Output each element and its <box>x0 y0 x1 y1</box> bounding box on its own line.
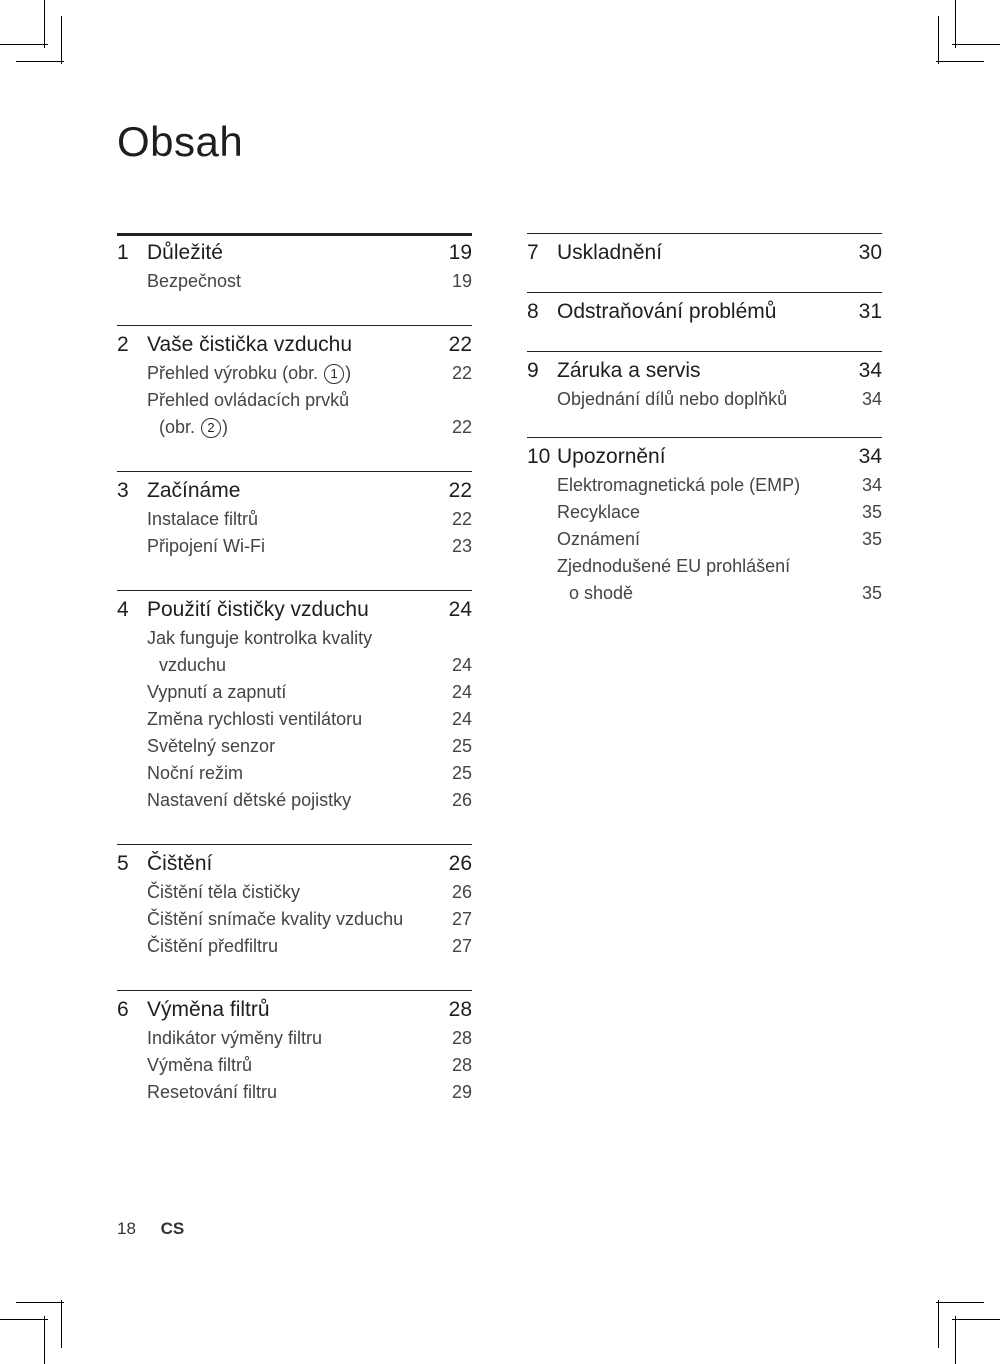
entry-title-text: (obr. <box>159 417 201 437</box>
chapter-title: Vaše čistička vzduchu <box>147 333 353 356</box>
crop-mark <box>955 1316 956 1364</box>
toc-chapter[interactable] <box>527 297 882 327</box>
toc-entry[interactable] <box>527 472 882 499</box>
entry-page: 25 <box>451 763 472 783</box>
entry-title: Přehled ovládacích prvků <box>147 390 350 410</box>
entry-title: Resetování filtru <box>147 1082 278 1102</box>
crop-mark <box>952 44 1000 45</box>
crop-mark <box>955 0 956 48</box>
chapter-title: Záruka a servis <box>557 359 701 382</box>
crop-mark <box>16 61 64 62</box>
toc-section <box>117 471 472 560</box>
chapter-number: 6 <box>117 998 129 1021</box>
toc-entry[interactable] <box>117 652 472 679</box>
chapter-title: Upozornění <box>557 445 666 468</box>
chapter-page: 22 <box>448 479 472 502</box>
entry-title: Čištění snímače kvality vzduchu <box>147 909 404 929</box>
crop-mark <box>44 1316 45 1364</box>
toc-entry[interactable] <box>527 499 882 526</box>
entry-page: 26 <box>451 790 472 810</box>
entry-title-text: ) <box>222 417 229 437</box>
chapter-title: Důležité <box>147 241 223 264</box>
toc-entry[interactable] <box>117 733 472 760</box>
entry-title-text: ) <box>345 363 352 383</box>
toc-chapter[interactable] <box>117 595 472 625</box>
page-title: Obsah <box>117 118 244 165</box>
crop-mark <box>44 0 45 48</box>
crop-mark <box>938 1300 939 1348</box>
entry-page: 25 <box>451 736 472 756</box>
entry-title: Noční režim <box>147 763 244 783</box>
chapter-number: 5 <box>117 852 129 875</box>
entry-page: 34 <box>861 389 882 409</box>
crop-mark <box>952 1319 1000 1320</box>
entry-title: Čištění těla čističky <box>147 882 301 902</box>
entry-title: Připojení Wi-Fi <box>147 536 266 556</box>
toc-entry[interactable] <box>117 1025 472 1052</box>
entry-title-text: Přehled výrobku (obr. <box>147 363 324 383</box>
toc-entry[interactable] <box>527 526 882 553</box>
toc-section <box>527 233 882 268</box>
entry-title: Jak funguje kontrolka kvality <box>147 628 373 648</box>
language-code: CS <box>160 1219 185 1238</box>
entry-title: Recyklace <box>557 502 641 522</box>
toc-chapter[interactable] <box>117 849 472 879</box>
chapter-title: Začínáme <box>147 479 241 502</box>
chapter-page: 34 <box>858 359 882 382</box>
entry-title: Objednání dílů nebo doplňků <box>557 389 788 409</box>
entry-page: 28 <box>451 1055 472 1075</box>
chapter-number: 10 <box>527 445 551 468</box>
entry-page: 35 <box>861 583 882 603</box>
entry-page: 27 <box>451 909 472 929</box>
entry-title: Výměna filtrů <box>147 1055 253 1075</box>
toc-chapter[interactable] <box>527 442 882 472</box>
chapter-title: Uskladnění <box>557 241 663 264</box>
toc-section <box>527 351 882 413</box>
entry-page: 27 <box>451 936 472 956</box>
entry-page: 29 <box>451 1082 472 1102</box>
entry-page: 34 <box>861 475 882 495</box>
entry-title: Oznámení <box>557 529 641 549</box>
toc-entry[interactable] <box>117 787 472 814</box>
entry-page: 26 <box>451 882 472 902</box>
entry-title: Zjednodušené EU prohlášení <box>557 556 791 576</box>
toc-entry[interactable] <box>117 506 472 533</box>
toc-chapter[interactable] <box>527 238 882 268</box>
chapter-number: 3 <box>117 479 129 502</box>
toc-entry[interactable] <box>117 906 472 933</box>
entry-title: Bezpečnost <box>147 271 242 291</box>
toc-entry[interactable] <box>527 386 882 413</box>
figure-number-badge: 1 <box>324 364 344 384</box>
toc-entry[interactable] <box>117 414 472 441</box>
crop-mark <box>938 16 939 64</box>
chapter-page: 26 <box>448 852 472 875</box>
chapter-title: Výměna filtrů <box>147 998 270 1021</box>
crop-mark <box>61 1300 62 1348</box>
toc-entry[interactable] <box>527 580 882 607</box>
entry-title <box>147 360 432 387</box>
chapter-number: 1 <box>117 241 129 264</box>
toc-section <box>527 292 882 327</box>
entry-title: Vypnutí a zapnutí <box>147 682 287 702</box>
chapter-page: 31 <box>858 300 882 323</box>
chapter-title: Použití čističky vzduchu <box>147 598 369 621</box>
entry-title: Změna rychlosti ventilátoru <box>147 709 363 729</box>
entry-title: Instalace filtrů <box>147 509 259 529</box>
toc-entry[interactable] <box>117 625 472 652</box>
entry-page: 35 <box>861 502 882 522</box>
crop-mark <box>61 16 62 64</box>
chapter-page: 30 <box>858 241 882 264</box>
crop-mark <box>936 1302 984 1303</box>
entry-title: Indikátor výměny filtru <box>147 1028 323 1048</box>
crop-mark <box>936 61 984 62</box>
chapter-page: 22 <box>448 333 472 356</box>
entry-title <box>147 414 432 441</box>
entry-page: 19 <box>451 271 472 291</box>
toc-entry[interactable] <box>117 1052 472 1079</box>
figure-number-badge: 2 <box>201 418 221 438</box>
toc-chapter[interactable] <box>117 476 472 506</box>
entry-title: Nastavení dětské pojistky <box>147 790 352 810</box>
entry-title: Světelný senzor <box>147 736 276 756</box>
chapter-number: 9 <box>527 359 539 382</box>
toc-chapter[interactable] <box>117 238 472 268</box>
entry-page: 35 <box>861 529 882 549</box>
crop-mark <box>0 44 48 45</box>
toc-section <box>117 325 472 441</box>
entry-page: 24 <box>451 682 472 702</box>
toc-entry[interactable] <box>117 879 472 906</box>
chapter-page: 24 <box>448 598 472 621</box>
toc-entry[interactable] <box>117 706 472 733</box>
page-number: 18 <box>117 1219 136 1238</box>
toc-entry[interactable] <box>117 387 472 414</box>
toc-entry[interactable] <box>117 268 472 295</box>
chapter-number: 2 <box>117 333 129 356</box>
chapter-title: Čištění <box>147 852 213 875</box>
toc-entry[interactable] <box>117 360 472 387</box>
chapter-number: 8 <box>527 300 539 323</box>
entry-page: 28 <box>451 1028 472 1048</box>
entry-page: 22 <box>451 417 472 437</box>
chapter-number: 7 <box>527 241 539 264</box>
entry-page: 23 <box>451 536 472 556</box>
toc-section <box>527 437 882 607</box>
toc-entry[interactable] <box>527 553 882 580</box>
entry-title: Elektromagnetická pole (EMP) <box>557 475 801 495</box>
toc-section <box>117 590 472 814</box>
toc-entry[interactable] <box>117 1079 472 1106</box>
entry-page: 22 <box>451 363 472 383</box>
toc-section <box>117 233 472 295</box>
toc-right-column <box>527 233 882 631</box>
entry-title: Čištění předfiltru <box>147 936 279 956</box>
entry-page: 22 <box>451 509 472 529</box>
crop-mark <box>16 1302 64 1303</box>
toc-chapter[interactable] <box>117 995 472 1025</box>
chapter-page: 19 <box>448 241 472 264</box>
chapter-page: 34 <box>858 445 882 468</box>
toc-chapter[interactable] <box>527 356 882 386</box>
toc-section <box>117 990 472 1106</box>
toc-chapter[interactable] <box>117 330 472 360</box>
chapter-page: 28 <box>448 998 472 1021</box>
entry-page: 24 <box>451 655 472 675</box>
chapter-title: Odstraňování problémů <box>557 300 777 323</box>
toc-entry[interactable] <box>117 933 472 960</box>
toc-left-column <box>117 233 472 1136</box>
entry-title: o shodě <box>569 583 634 603</box>
toc-section <box>117 844 472 960</box>
entry-title: vzduchu <box>159 655 227 675</box>
toc-entry[interactable] <box>117 760 472 787</box>
toc-entry[interactable] <box>117 679 472 706</box>
crop-mark <box>0 1319 48 1320</box>
toc-entry[interactable] <box>117 533 472 560</box>
entry-page: 24 <box>451 709 472 729</box>
chapter-number: 4 <box>117 598 129 621</box>
page-footer <box>117 1219 184 1239</box>
